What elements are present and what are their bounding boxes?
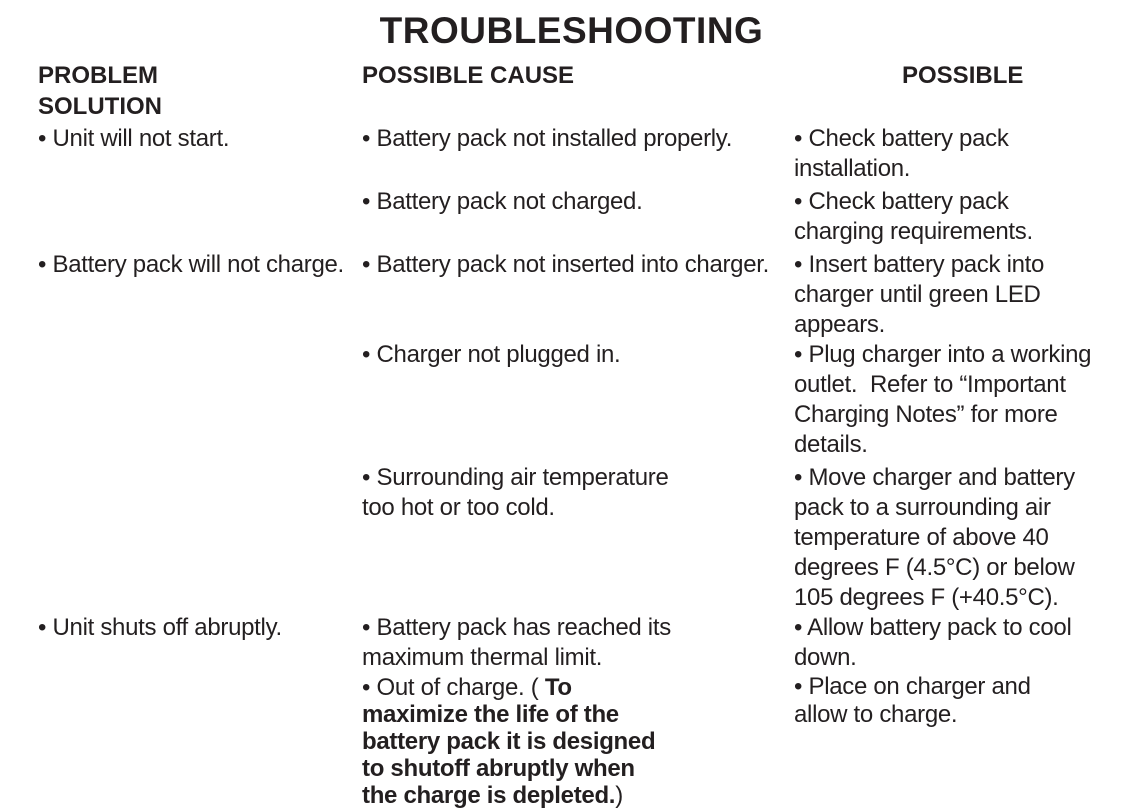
bullet: • [38, 251, 47, 278]
solution-item: • Plug charger into a working outlet. Refer to “Important Charging Notes” for more details. [794, 341, 1092, 458]
cause-item: • Battery pack not installed properly. [362, 125, 733, 152]
bullet: • [794, 125, 803, 152]
cause-item: • Battery pack not inserted into charger. [362, 251, 770, 278]
solution-item: • Insert battery pack into charger until green LED appears. [794, 251, 1045, 338]
page-title: TROUBLESHOOTING [379, 10, 764, 51]
cause-item: • Battery pack not charged. [362, 188, 643, 215]
cause-item: • Charger not plugged in. [362, 341, 621, 368]
problem-item: • Battery pack will not charge. [38, 251, 344, 278]
cause-item: • Battery pack has reached its maximum thermal limit. [362, 614, 671, 671]
bullet: • [38, 125, 47, 152]
header-problem: PROBLEM [38, 62, 158, 89]
header-possible: POSSIBLE [902, 62, 1024, 89]
bullet: • [362, 188, 371, 215]
bullet: • [362, 125, 371, 152]
bullet: • [794, 251, 803, 278]
bullet: • [362, 674, 371, 701]
header-solution: SOLUTION [38, 93, 162, 120]
bullet: • [794, 464, 803, 491]
cause-item: • Surrounding air temperature too hot or too cold. [362, 464, 669, 521]
problem-item: • Unit shuts off abruptly. [38, 614, 282, 641]
problem-item: • Unit will not start. [38, 125, 230, 152]
solution-item: • Allow battery pack to cool down. [794, 614, 1072, 671]
cause-item: • Out of charge. ( To [362, 674, 572, 701]
solution-item: • Move charger and battery pack to a surrounding air temperature of above 40 degrees F (4.5°C) or below 105 degrees F (+40.5°C). [794, 464, 1075, 611]
bullet: • [38, 614, 47, 641]
bullet: • [794, 614, 803, 641]
solution-item: • Check battery pack charging requirements. [794, 188, 1033, 245]
bullet: • [362, 614, 371, 641]
bullet: • [794, 341, 803, 368]
header-possible-cause: POSSIBLE CAUSE [362, 62, 575, 89]
bullet: • [794, 188, 803, 215]
bullet: • [362, 341, 371, 368]
bold-note: maximize the life of the battery pack it is designed to shutoff abruptly when the charge is depleted.) [362, 701, 656, 809]
bullet: • [362, 251, 371, 278]
solution-item: • Check battery pack installation. [794, 125, 1009, 182]
bullet: • [794, 673, 803, 700]
bold-note-lead: To [544, 674, 572, 701]
solution-item: • Place on charger and allow to charge. [794, 673, 1031, 728]
bullet: • [362, 464, 371, 491]
